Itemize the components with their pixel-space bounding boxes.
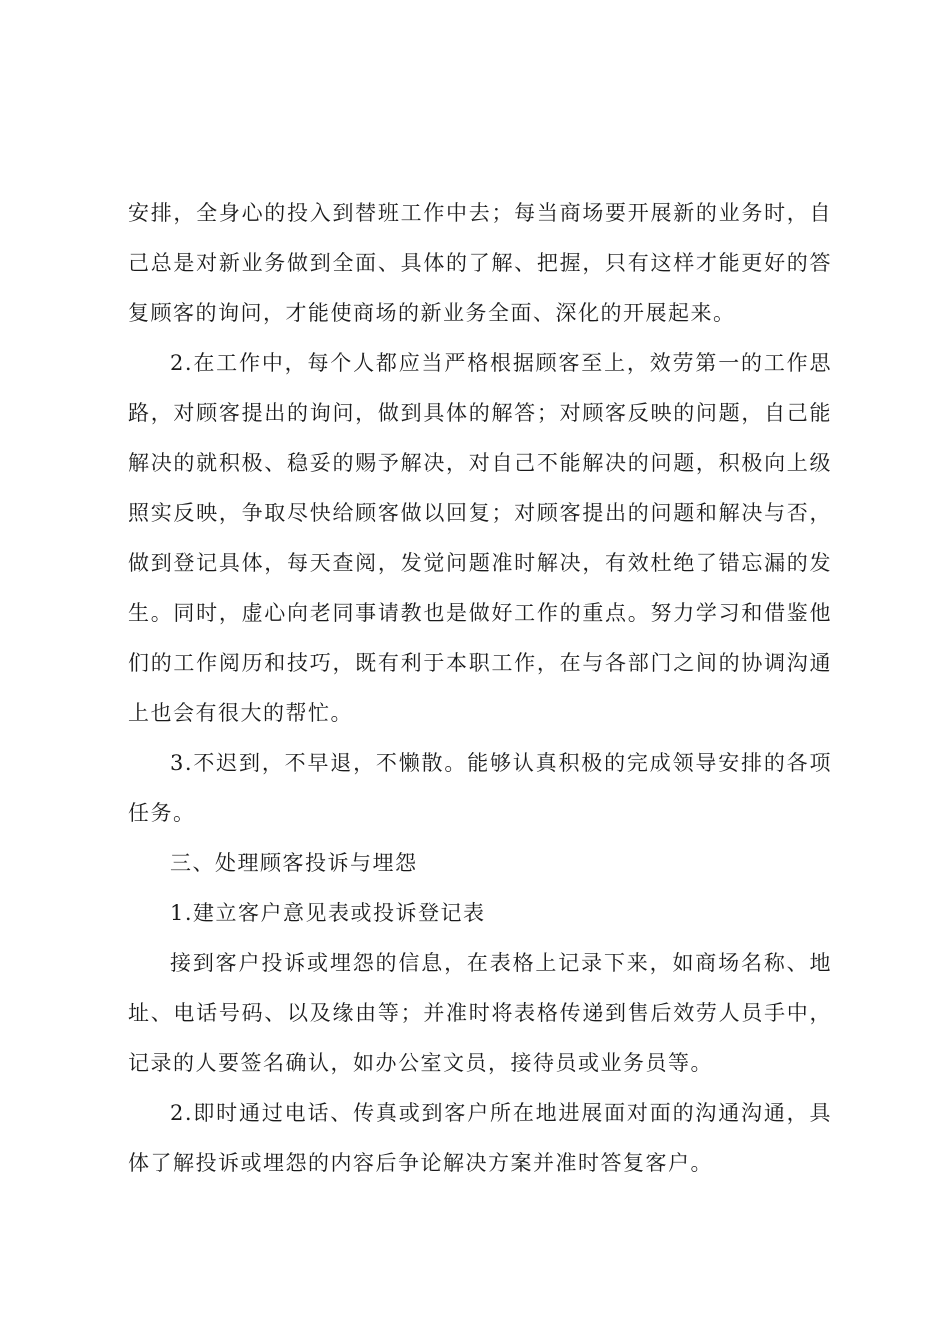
subsection-heading: 1.建立客户意见表或投诉登记表 bbox=[170, 901, 486, 925]
section-heading: 三、处理顾客投诉与埋怨 bbox=[170, 851, 418, 875]
paragraph-complaint-record: 接到客户投诉或埋怨的信息，在表格上记录下来，如商场名称、地址、电话号码、以及缘由等；并准时将表格传递到售后效劳人员手中，记录的人要签名确认，如办公室文员，接待员或业务员等。 bbox=[128, 951, 832, 1075]
paragraph-item-2: 2.在工作中，每个人都应当严格根据顾客至上，效劳第一的工作思路，对顾客提出的询问，做到具体的解答；对顾客反映的问题，自己能解决的就积极、稳妥的赐予解决，对自己不能解决的问题，积极向上级照实反映，争取尽快给顾客做以回复；对顾客提出的问题和解决与否，做到登记具体，每天查阅，发觉问题准时解决，有效杜绝了错忘漏的发生。同时，虚心向老同事请教也是做好工作的重点。努力学习和借鉴他们的工作阅历和技巧，既有利于本职工作，在与各部门之间的协调沟通上也会有很大的帮忙。 bbox=[128, 351, 832, 725]
paragraph-item-2-contact: 2.即时通过电话、传真或到客户所在地进展面对面的沟通沟通，具体了解投诉或埋怨的内容后争论解决方案并准时答复客户。 bbox=[128, 1101, 832, 1175]
paragraph-item-3: 3.不迟到，不早退，不懒散。能够认真积极的完成领导安排的各项任务。 bbox=[128, 751, 832, 825]
paragraph-continuation: 安排，全身心的投入到替班工作中去；每当商场要开展新的业务时，自己总是对新业务做到全面、具体的了解、把握，只有这样才能更好的答复顾客的询问，才能使商场的新业务全面、深化的开展起来。 bbox=[128, 201, 832, 325]
document-body bbox=[128, 188, 832, 1188]
